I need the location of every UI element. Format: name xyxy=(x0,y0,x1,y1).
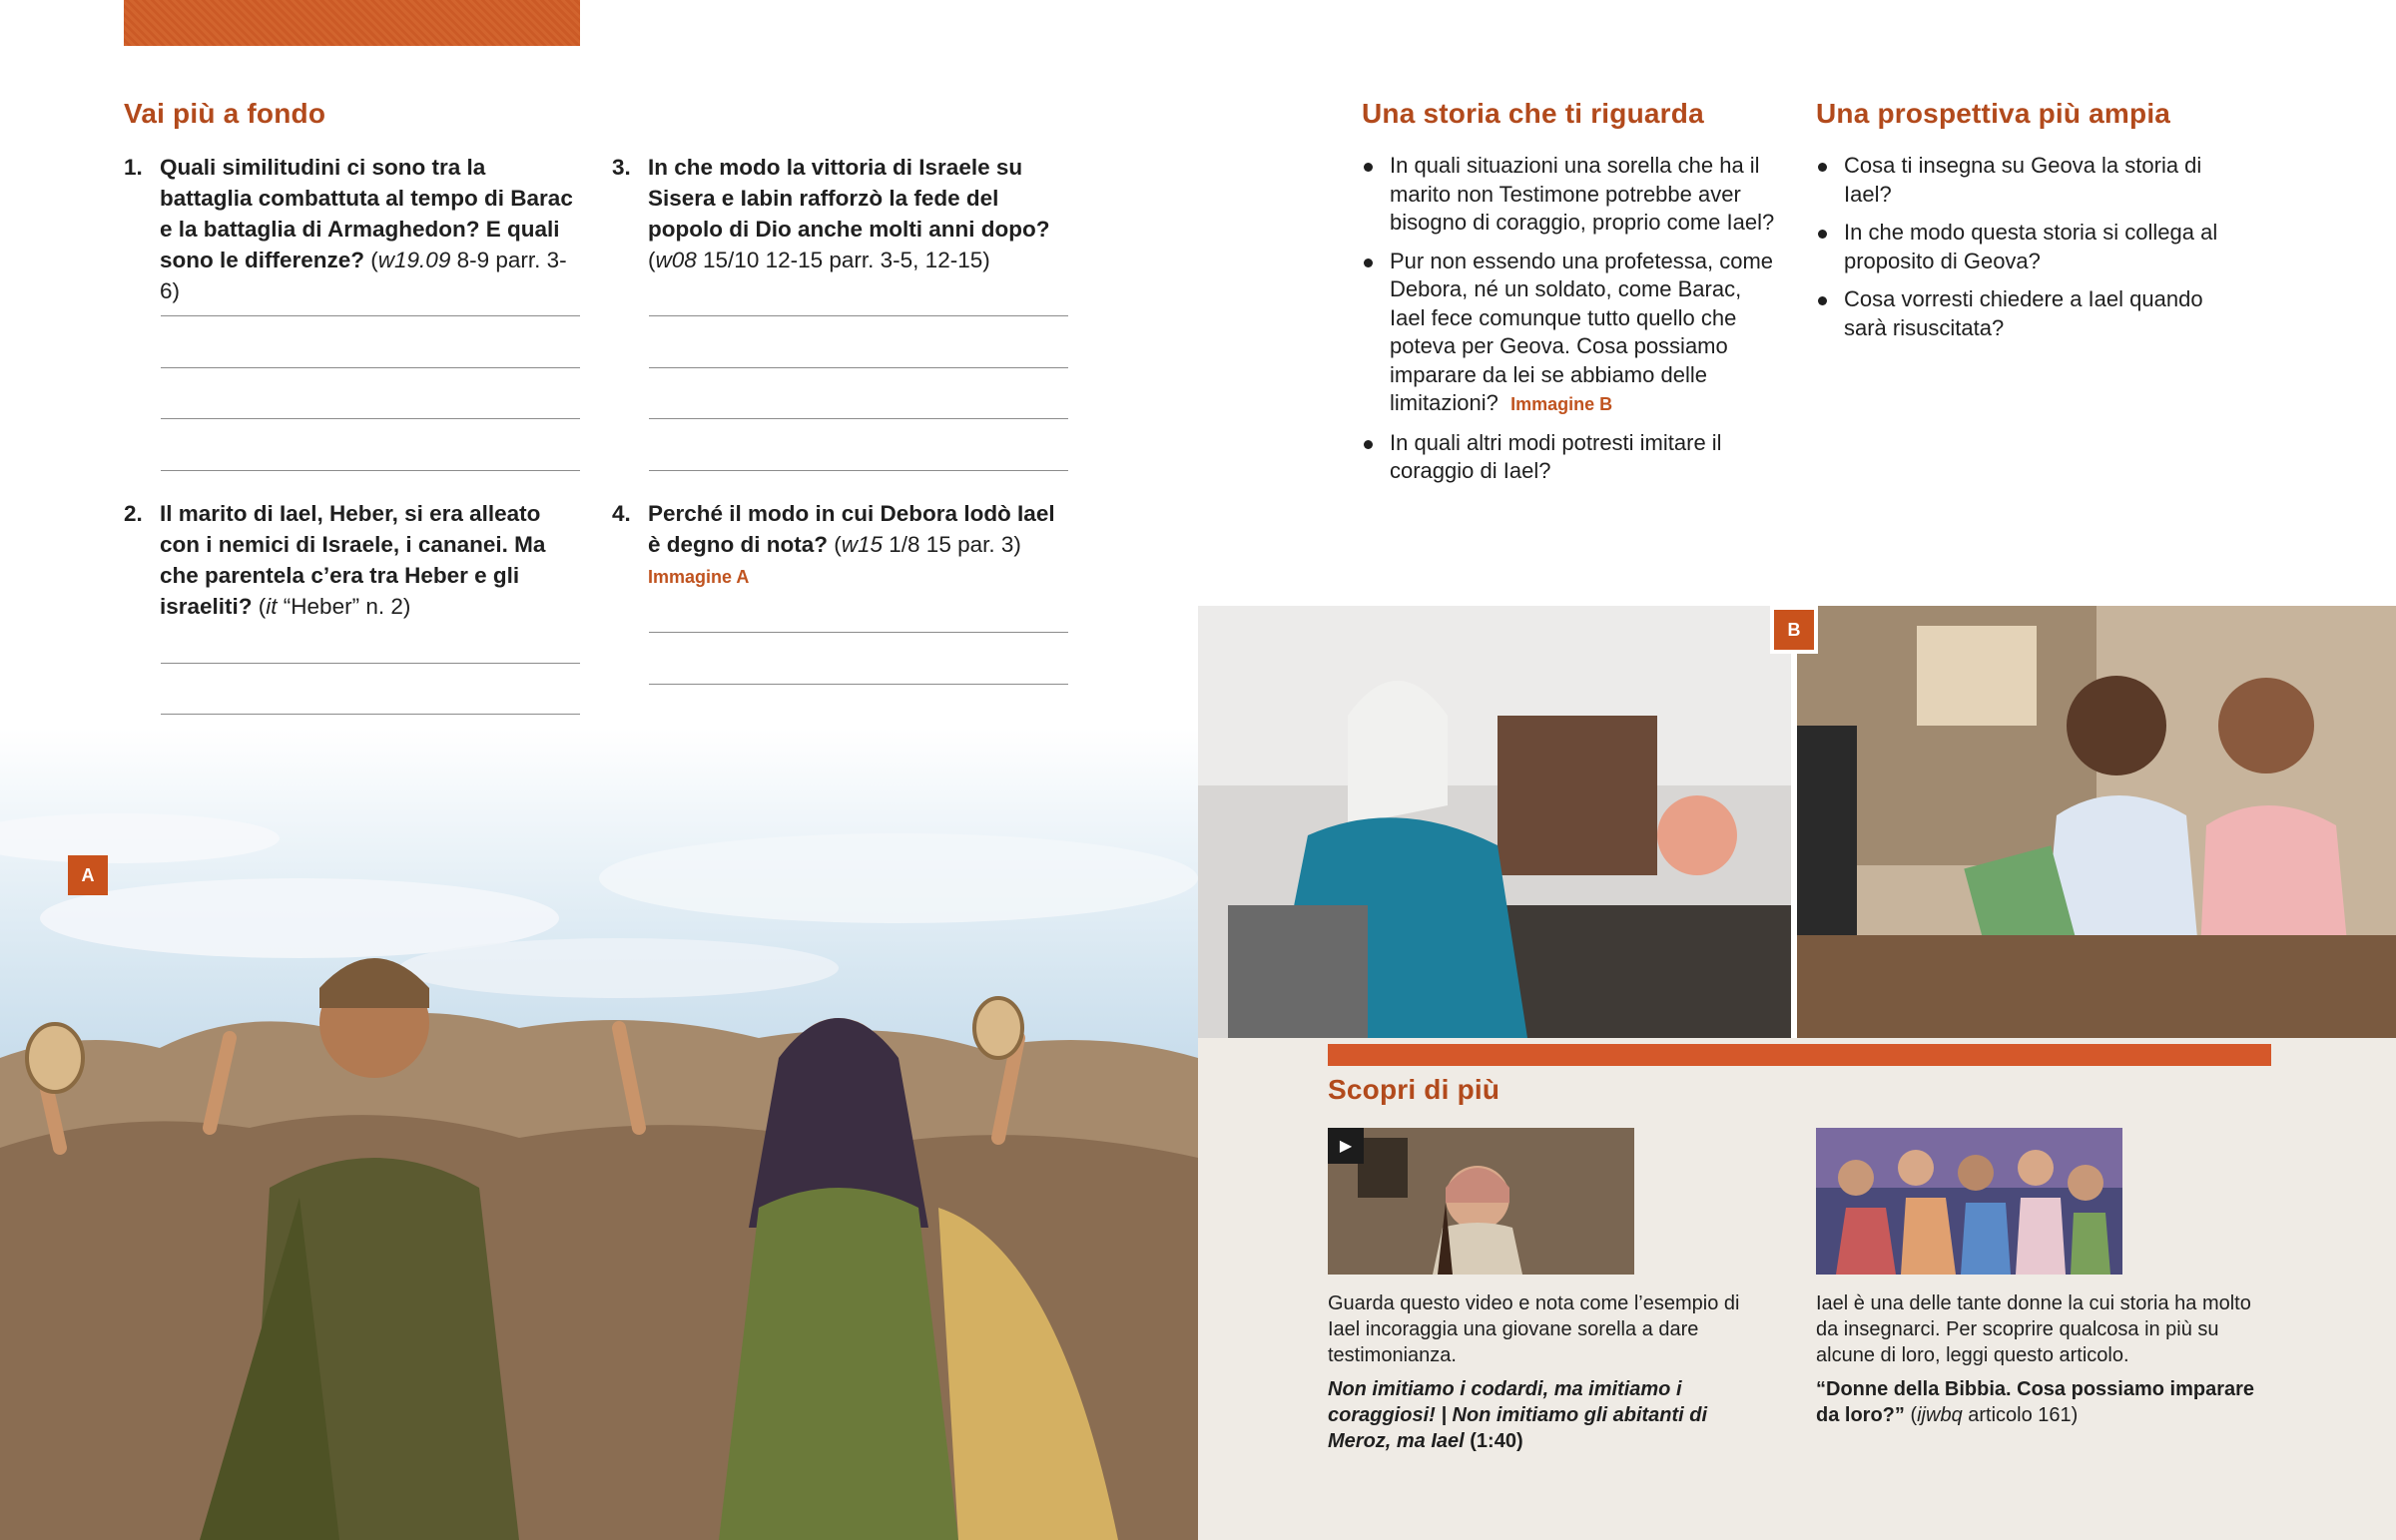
image-b-reference[interactable]: Immagine B xyxy=(1510,394,1613,414)
section-title-una-storia: Una storia che ti riguarda xyxy=(1362,98,1704,129)
question-text: Il marito di Iael, Heber, si era alleato con i nemici di Israele, i cananei. Ma che parentela c’era tra Heber e gli israeliti? xyxy=(160,501,546,619)
image-b-badge: B xyxy=(1770,606,1818,654)
video-description-text: Guarda questo video e nota come l’esempio di Iael incoraggia una giovane sorella a dare testimonianza. xyxy=(1328,1292,1740,1366)
question-number: 4. xyxy=(612,501,631,526)
answer-line[interactable] xyxy=(161,470,580,471)
video-title-link[interactable]: Non imitiamo i codardi, ma imitiamo i coraggiosi! | Non imitiamo gli abitanti di Meroz, ma Iael (1:40) xyxy=(1328,1378,1708,1452)
decorative-strip xyxy=(124,0,580,46)
illustration-israelites-celebrating xyxy=(0,729,1198,1540)
question-number: 3. xyxy=(612,155,631,180)
section-title-vai-piu-a-fondo: Vai più a fondo xyxy=(124,98,326,129)
broader-questions-list xyxy=(1816,152,2235,352)
article-description xyxy=(1816,1290,2275,1436)
panel-accent-bar xyxy=(1328,1044,2271,1066)
question-4 xyxy=(612,498,1071,593)
story-questions-list xyxy=(1362,152,1781,496)
video-description xyxy=(1328,1290,1747,1462)
question-1 xyxy=(124,152,583,306)
question-number: 2. xyxy=(124,501,143,526)
answer-line[interactable] xyxy=(161,418,580,419)
question-number: 1. xyxy=(124,155,143,180)
image-a-badge: A xyxy=(68,855,108,895)
article-description-text: Iael è una delle tante donne la cui storia ha molto da insegnarci. Per scoprire qualcosa in più su alcune di loro, leggi questo articolo. xyxy=(1816,1292,2251,1366)
list-item: Cosa ti insegna su Geova la storia di Iael? xyxy=(1816,152,2235,209)
section-title-prospettiva: Una prospettiva più ampia xyxy=(1816,98,2171,129)
play-icon[interactable]: ▶ xyxy=(1328,1128,1364,1164)
photo-couple-reading xyxy=(1797,606,2396,1038)
question-2 xyxy=(124,498,583,622)
question-reference[interactable]: (w08 15/10 12-15 parr. 3-5, 12-15) xyxy=(648,248,990,272)
list-item: In quali situazioni una sorella che ha il marito non Testimone potrebbe aver bisogno di coraggio, proprio come Iael? xyxy=(1362,152,1781,238)
question-reference[interactable]: (w15 1/8 15 par. 3) xyxy=(828,532,1021,557)
question-reference[interactable]: (w19.09 8-9 parr. 3-6) xyxy=(160,248,567,303)
answer-line[interactable] xyxy=(161,663,580,664)
question-text: Quali similitudini ci sono tra la battaglia combattuta al tempo di Barac e la battaglia di Armaghedon? E quali sono le differenze? xyxy=(160,155,573,272)
answer-line[interactable] xyxy=(649,418,1068,419)
article-title-link[interactable]: “Donne della Bibbia. Cosa possiamo imparare da loro?” (ijwbq articolo 161) xyxy=(1816,1378,2255,1426)
list-item: Pur non essendo una profetessa, come Debora, né un soldato, come Barac, Iael fece comunque tutto quello che poteva per Geova. Cosa possiamo imparare da lei se abbiamo delle limitazioni? Immagine B xyxy=(1362,248,1781,419)
article-thumbnail[interactable] xyxy=(1816,1128,2122,1275)
list-item: Cosa vorresti chiedere a Iael quando sarà risuscitata? xyxy=(1816,285,2235,342)
question-reference[interactable]: (it “Heber” n. 2) xyxy=(252,594,411,619)
answer-line[interactable] xyxy=(649,315,1068,316)
answer-line[interactable] xyxy=(649,470,1068,471)
answer-line[interactable] xyxy=(161,714,580,715)
question-text: Perché il modo in cui Debora lodò Iael è degno di nota? xyxy=(648,501,1055,557)
image-a-reference[interactable]: Immagine A xyxy=(648,567,750,587)
question-text: In che modo la vittoria di Israele su Sisera e Iabin rafforzò la fede del popolo di Dio anche molti anni dopo? xyxy=(648,155,1050,242)
answer-line[interactable] xyxy=(161,367,580,368)
list-item: In quali altri modi potresti imitare il coraggio di Iael? xyxy=(1362,429,1781,486)
answer-line[interactable] xyxy=(649,684,1068,685)
section-title-scopri-di-piu: Scopri di più xyxy=(1328,1074,1500,1105)
answer-line[interactable] xyxy=(649,632,1068,633)
photo-woman-writing-letter xyxy=(1198,606,1791,1038)
answer-line[interactable] xyxy=(161,315,580,316)
answer-line[interactable] xyxy=(649,367,1068,368)
video-thumbnail[interactable] xyxy=(1328,1128,1634,1275)
question-3 xyxy=(612,152,1071,275)
discover-more-panel xyxy=(1198,1038,2396,1540)
list-item: In che modo questa storia si collega al proposito di Geova? xyxy=(1816,219,2235,275)
